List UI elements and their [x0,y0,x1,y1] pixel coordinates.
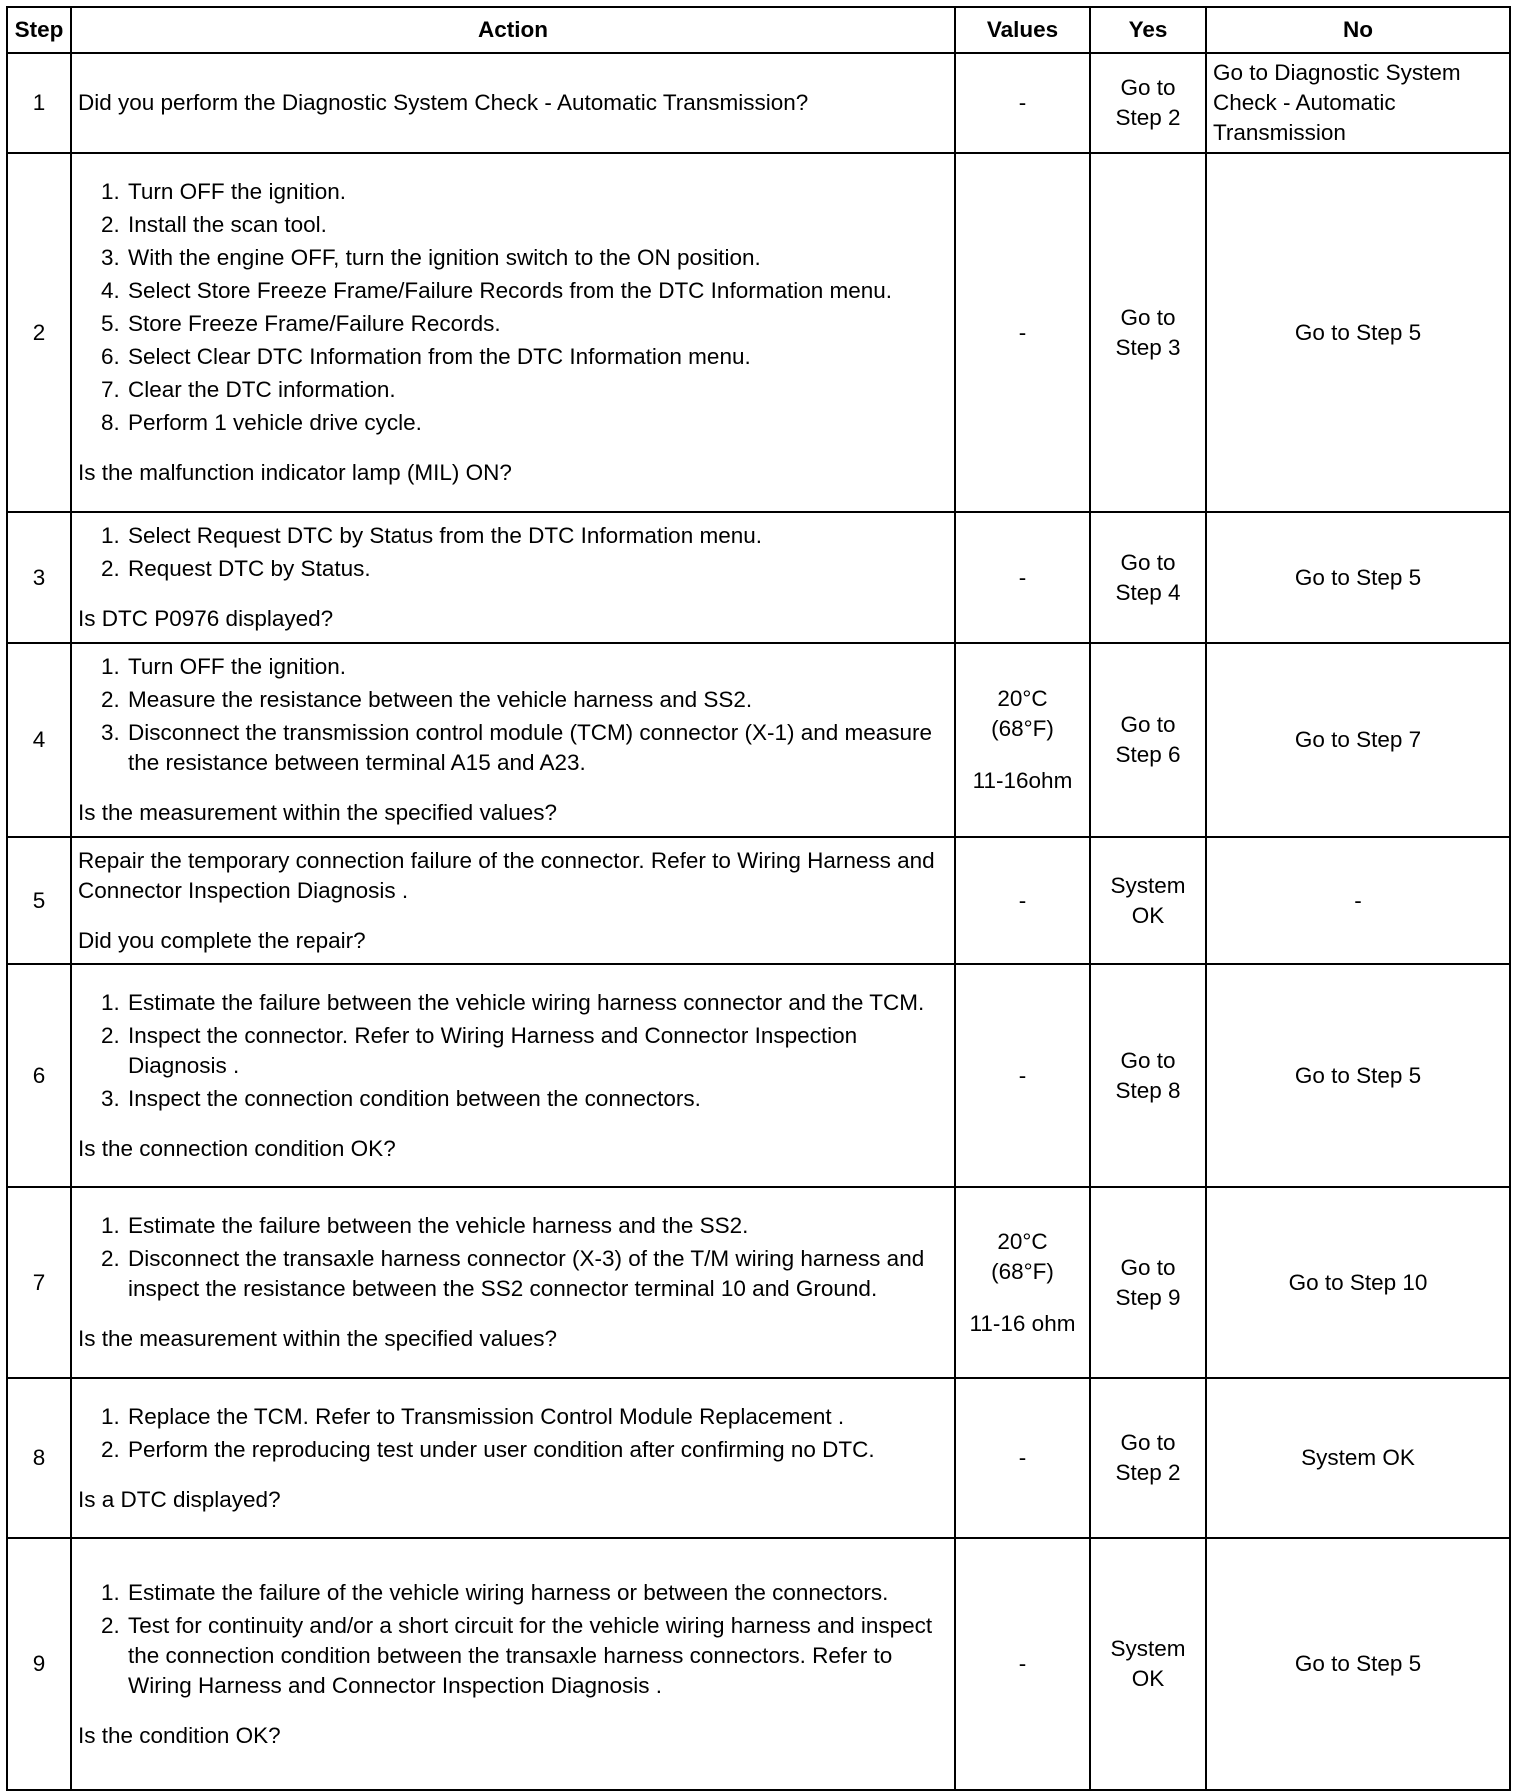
action-cell [71,1187,955,1378]
action-steps [78,1578,948,1701]
no-cell: Go to Step 10 [1206,1187,1510,1378]
action-text: Repair the temporary connection failure of the connector. Refer to Wiring Harness and Connector Inspection Diagnosis . [78,847,935,903]
action-question: Is the measurement within the specified values? [78,1326,558,1351]
action-step-item: 4. Select Store Freeze Frame/Failure Records from the DTC Information menu. [126,276,948,306]
yes-link: Go to [1120,1254,1176,1280]
yes-result: System [1110,1636,1186,1661]
yes-result-ok: OK [1131,902,1165,928]
action-step-item: 2. Install the scan tool. [126,210,948,240]
action-cell [71,643,955,837]
yes-link: Go to [1120,304,1176,330]
value-resistance: 11-16 ohm [969,1310,1076,1336]
yes-link-step: Step 4 [1115,579,1181,605]
action-cell [71,153,955,512]
no-cell: Go to Step 5 [1206,153,1510,512]
value-temp-f: (68°F) [991,1258,1054,1284]
table-row [7,153,1510,512]
values-cell [955,512,1090,643]
step-number: 5 [7,837,71,964]
values-cell [955,153,1090,512]
header-no: No [1206,7,1510,53]
action-step-item: 1. Turn OFF the ignition. [126,177,948,207]
header-step: Step [7,7,71,53]
action-step-item: 2. Request DTC by Status. [126,554,948,584]
no-cell: Go to Step 7 [1206,643,1510,837]
no-cell: - [1206,837,1510,964]
action-steps [78,1402,948,1465]
yes-link-step: Step 2 [1115,1460,1181,1485]
table-row [7,1538,1510,1790]
value-text: - [1018,90,1027,115]
value-text: - [1018,887,1027,913]
values-cell [955,1187,1090,1378]
action-step-item: 1. Select Request DTC by Status from the DTC Information menu. [126,521,948,551]
action-steps [78,652,948,778]
yes-cell [1090,53,1206,153]
table-row [7,1187,1510,1378]
yes-result: System [1110,872,1186,898]
yes-link: Go to [1120,1430,1176,1455]
yes-link-step: Step 2 [1115,105,1181,130]
header-yes: Yes [1090,7,1206,53]
yes-cell [1090,964,1206,1187]
yes-cell [1090,1378,1206,1538]
action-step-item: 3. Inspect the connection condition between the connectors. [126,1084,948,1114]
values-cell [955,1538,1090,1790]
action-step-item: 5. Store Freeze Frame/Failure Records. [126,309,948,339]
action-step-item: 1. Estimate the failure between the vehicle harness and the SS2. [126,1211,948,1241]
value-temp-c: 20°C [997,686,1048,711]
header-action: Action [71,7,955,53]
diagnostic-table [6,6,1511,1791]
yes-cell [1090,1187,1206,1378]
action-cell [71,1538,955,1790]
no-cell: Go to Step 5 [1206,512,1510,643]
action-step-item: 1. Estimate the failure of the vehicle wiring harness or between the connectors. [126,1578,948,1608]
action-cell [71,512,955,643]
yes-link-step: Step 8 [1115,1077,1181,1103]
table-header-row [7,7,1510,53]
yes-cell [1090,643,1206,837]
action-step-item: 2. Inspect the connector. Refer to Wiring Harness and Connector Inspection Diagnosis . [126,1021,948,1081]
no-cell: Go to Diagnostic System Check - Automatic Transmission [1206,53,1510,153]
yes-link: Go to [1120,1047,1176,1073]
action-steps [78,1211,948,1304]
step-number: 6 [7,964,71,1187]
diagnostic-table-container [6,6,1509,1791]
action-cell [71,1378,955,1538]
action-step-item: 2. Perform the reproducing test under user condition after confirming no DTC. [126,1435,948,1465]
action-cell [71,837,955,964]
action-step-item: 7. Clear the DTC information. [126,375,948,405]
action-step-item: 2. Disconnect the transaxle harness connector (X-3) of the T/M wiring harness and inspect the resistance between the SS2 connector terminal 10 and Ground. [126,1244,948,1304]
no-cell: Go to Step 5 [1206,1538,1510,1790]
action-step-item: 2. Test for continuity and/or a short circuit for the vehicle wiring harness and inspect the connection condition between the transaxle harness connectors. Refer to Wiring Harness and Connector Inspection Diagnosis . [126,1611,948,1701]
action-steps [78,177,948,438]
table-row [7,53,1510,153]
table-row [7,964,1510,1187]
action-question: Is the malfunction indicator lamp (MIL) ON? [78,460,512,485]
yes-cell [1090,512,1206,643]
action-question: Is a DTC displayed? [78,1486,281,1512]
action-step-item: 1. Estimate the failure between the vehicle wiring harness connector and the TCM. [126,988,948,1018]
action-question: Is the measurement within the specified values? [78,800,558,825]
action-step-item: 3. With the engine OFF, turn the ignition switch to the ON position. [126,243,948,273]
table-row [7,1378,1510,1538]
values-cell [955,837,1090,964]
yes-link-step: Step 6 [1115,742,1181,767]
yes-cell [1090,153,1206,512]
value-temp-c: 20°C [997,1228,1048,1254]
value-text: - [1018,1062,1027,1088]
header-values: Values [955,7,1090,53]
value-resistance: 11-16ohm [972,768,1073,793]
yes-result-ok: OK [1131,1666,1165,1691]
step-number: 1 [7,53,71,153]
no-cell: System OK [1206,1378,1510,1538]
step-number: 7 [7,1187,71,1378]
step-number: 2 [7,153,71,512]
step-number: 3 [7,512,71,643]
yes-cell [1090,837,1206,964]
yes-link: Go to [1120,712,1176,737]
values-cell [955,53,1090,153]
action-step-item: 3. Disconnect the transmission control module (TCM) connector (X-1) and measure the resistance between terminal A15 and A23. [126,718,948,778]
yes-cell [1090,1538,1206,1790]
action-question: Did you complete the repair? [78,927,366,953]
yes-link: Go to [1120,75,1176,100]
value-text: - [1018,1445,1027,1470]
action-cell [71,964,955,1187]
table-row [7,837,1510,964]
values-cell [955,1378,1090,1538]
action-text: Did you perform the Diagnostic System Check - Automatic Transmission? [78,90,809,115]
value-temp-f: (68°F) [991,716,1054,741]
no-cell: Go to Step 5 [1206,964,1510,1187]
action-step-item: 1. Replace the TCM. Refer to Transmission Control Module Replacement . [126,1402,948,1432]
table-row [7,512,1510,643]
action-step-item: 1. Turn OFF the ignition. [126,652,948,682]
step-number: 4 [7,643,71,837]
action-question: Is the connection condition OK? [78,1135,396,1161]
action-steps [78,521,948,584]
action-step-item: 2. Measure the resistance between the vehicle harness and SS2. [126,685,948,715]
value-text: - [1018,564,1027,590]
value-text: - [1018,1651,1027,1676]
yes-link: Go to [1120,549,1176,575]
yes-link-step: Step 3 [1115,334,1181,360]
values-cell [955,964,1090,1187]
action-steps [78,988,948,1114]
table-row [7,643,1510,837]
value-text: - [1018,319,1027,345]
action-question: Is DTC P0976 displayed? [78,606,334,631]
yes-link-step: Step 9 [1115,1284,1181,1310]
action-step-item: 8. Perform 1 vehicle drive cycle. [126,408,948,438]
action-cell [71,53,955,153]
step-number: 9 [7,1538,71,1790]
action-question: Is the condition OK? [78,1722,281,1748]
step-number: 8 [7,1378,71,1538]
action-step-item: 6. Select Clear DTC Information from the DTC Information menu. [126,342,948,372]
values-cell [955,643,1090,837]
